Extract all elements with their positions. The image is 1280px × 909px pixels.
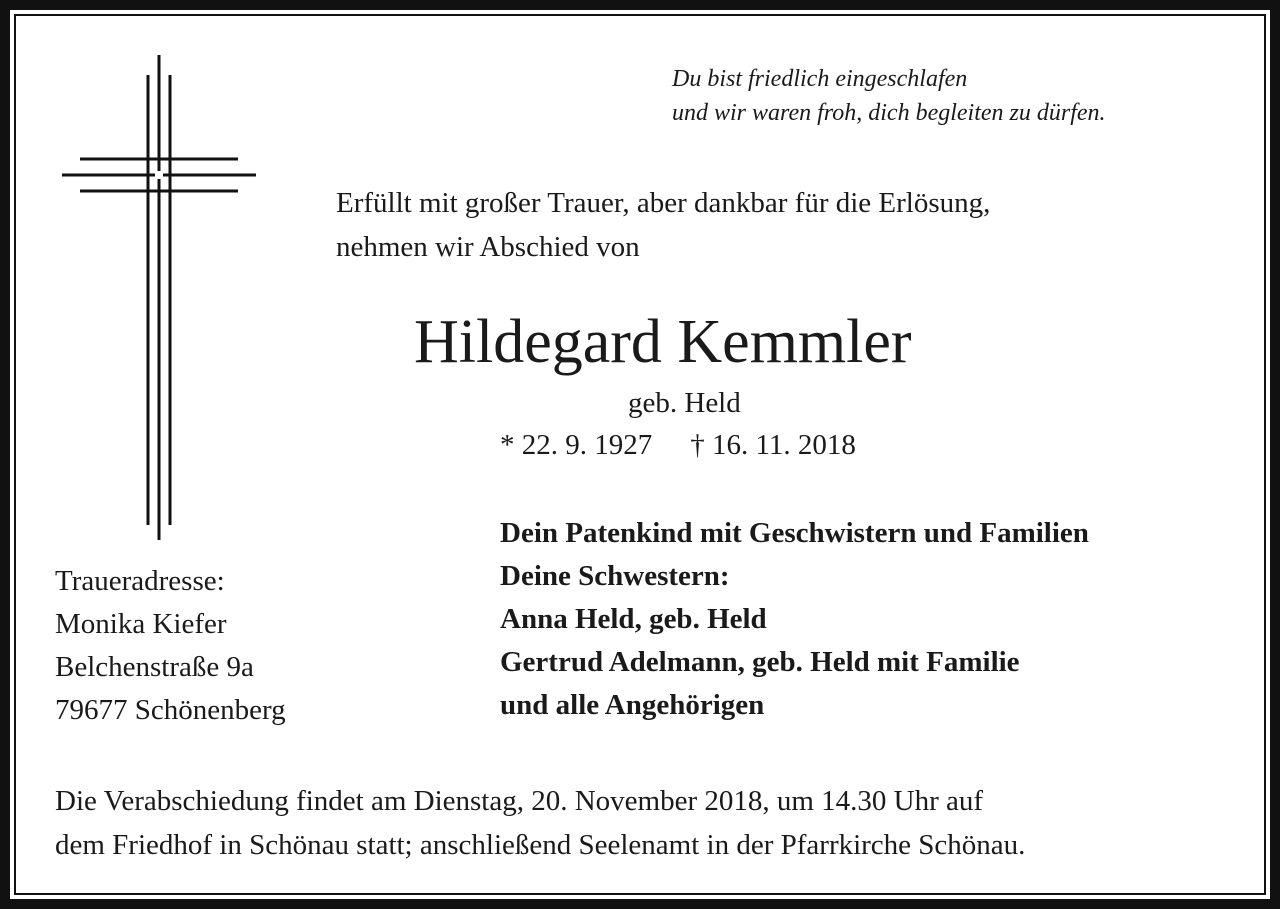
maiden-name: geb. Held <box>628 387 741 419</box>
address-label: Traueradresse: <box>55 565 225 597</box>
address-name: Monika Kiefer <box>55 608 227 640</box>
mourner-line: Gertrud Adelmann, geb. Held mit Familie <box>500 646 1020 678</box>
mourner-line: Deine Schwestern: <box>500 560 730 592</box>
ceremony-info <box>55 779 1025 867</box>
motto-line-2: und wir waren froh, dich begleiten zu dürfen. <box>672 100 1106 126</box>
life-dates <box>500 424 856 466</box>
mourners-list <box>500 512 1089 727</box>
mourner-line: Dein Patenkind mit Geschwistern und Familien <box>500 517 1089 549</box>
intro-text <box>336 181 990 269</box>
intro-line-1: Erfüllt mit großer Trauer, aber dankbar für die Erlösung, <box>336 187 991 219</box>
ceremony-line-2: dem Friedhof in Schönau statt; anschließend Seelenamt in der Pfarrkirche Schönau. <box>55 829 1026 861</box>
mourner-line: Anna Held, geb. Held <box>500 603 767 635</box>
mourner-line: und alle Angehörigen <box>500 689 765 721</box>
mourning-address <box>55 560 286 732</box>
address-city: 79677 Schönenberg <box>55 694 286 726</box>
deceased-name: Hildegard Kemmler <box>414 308 912 376</box>
motto <box>672 62 1106 130</box>
address-street: Belchenstraße 9a <box>55 651 254 683</box>
ceremony-line-1: Die Verabschiedung findet am Dienstag, 20. November 2018, um 14.30 Uhr auf <box>55 785 984 817</box>
death-date: † 16. 11. 2018 <box>690 429 856 461</box>
birth-date: * 22. 9. 1927 <box>500 429 653 461</box>
motto-line-1: Du bist friedlich eingeschlafen <box>672 66 968 92</box>
intro-line-2: nehmen wir Abschied von <box>336 231 640 263</box>
cross-icon <box>60 55 260 545</box>
